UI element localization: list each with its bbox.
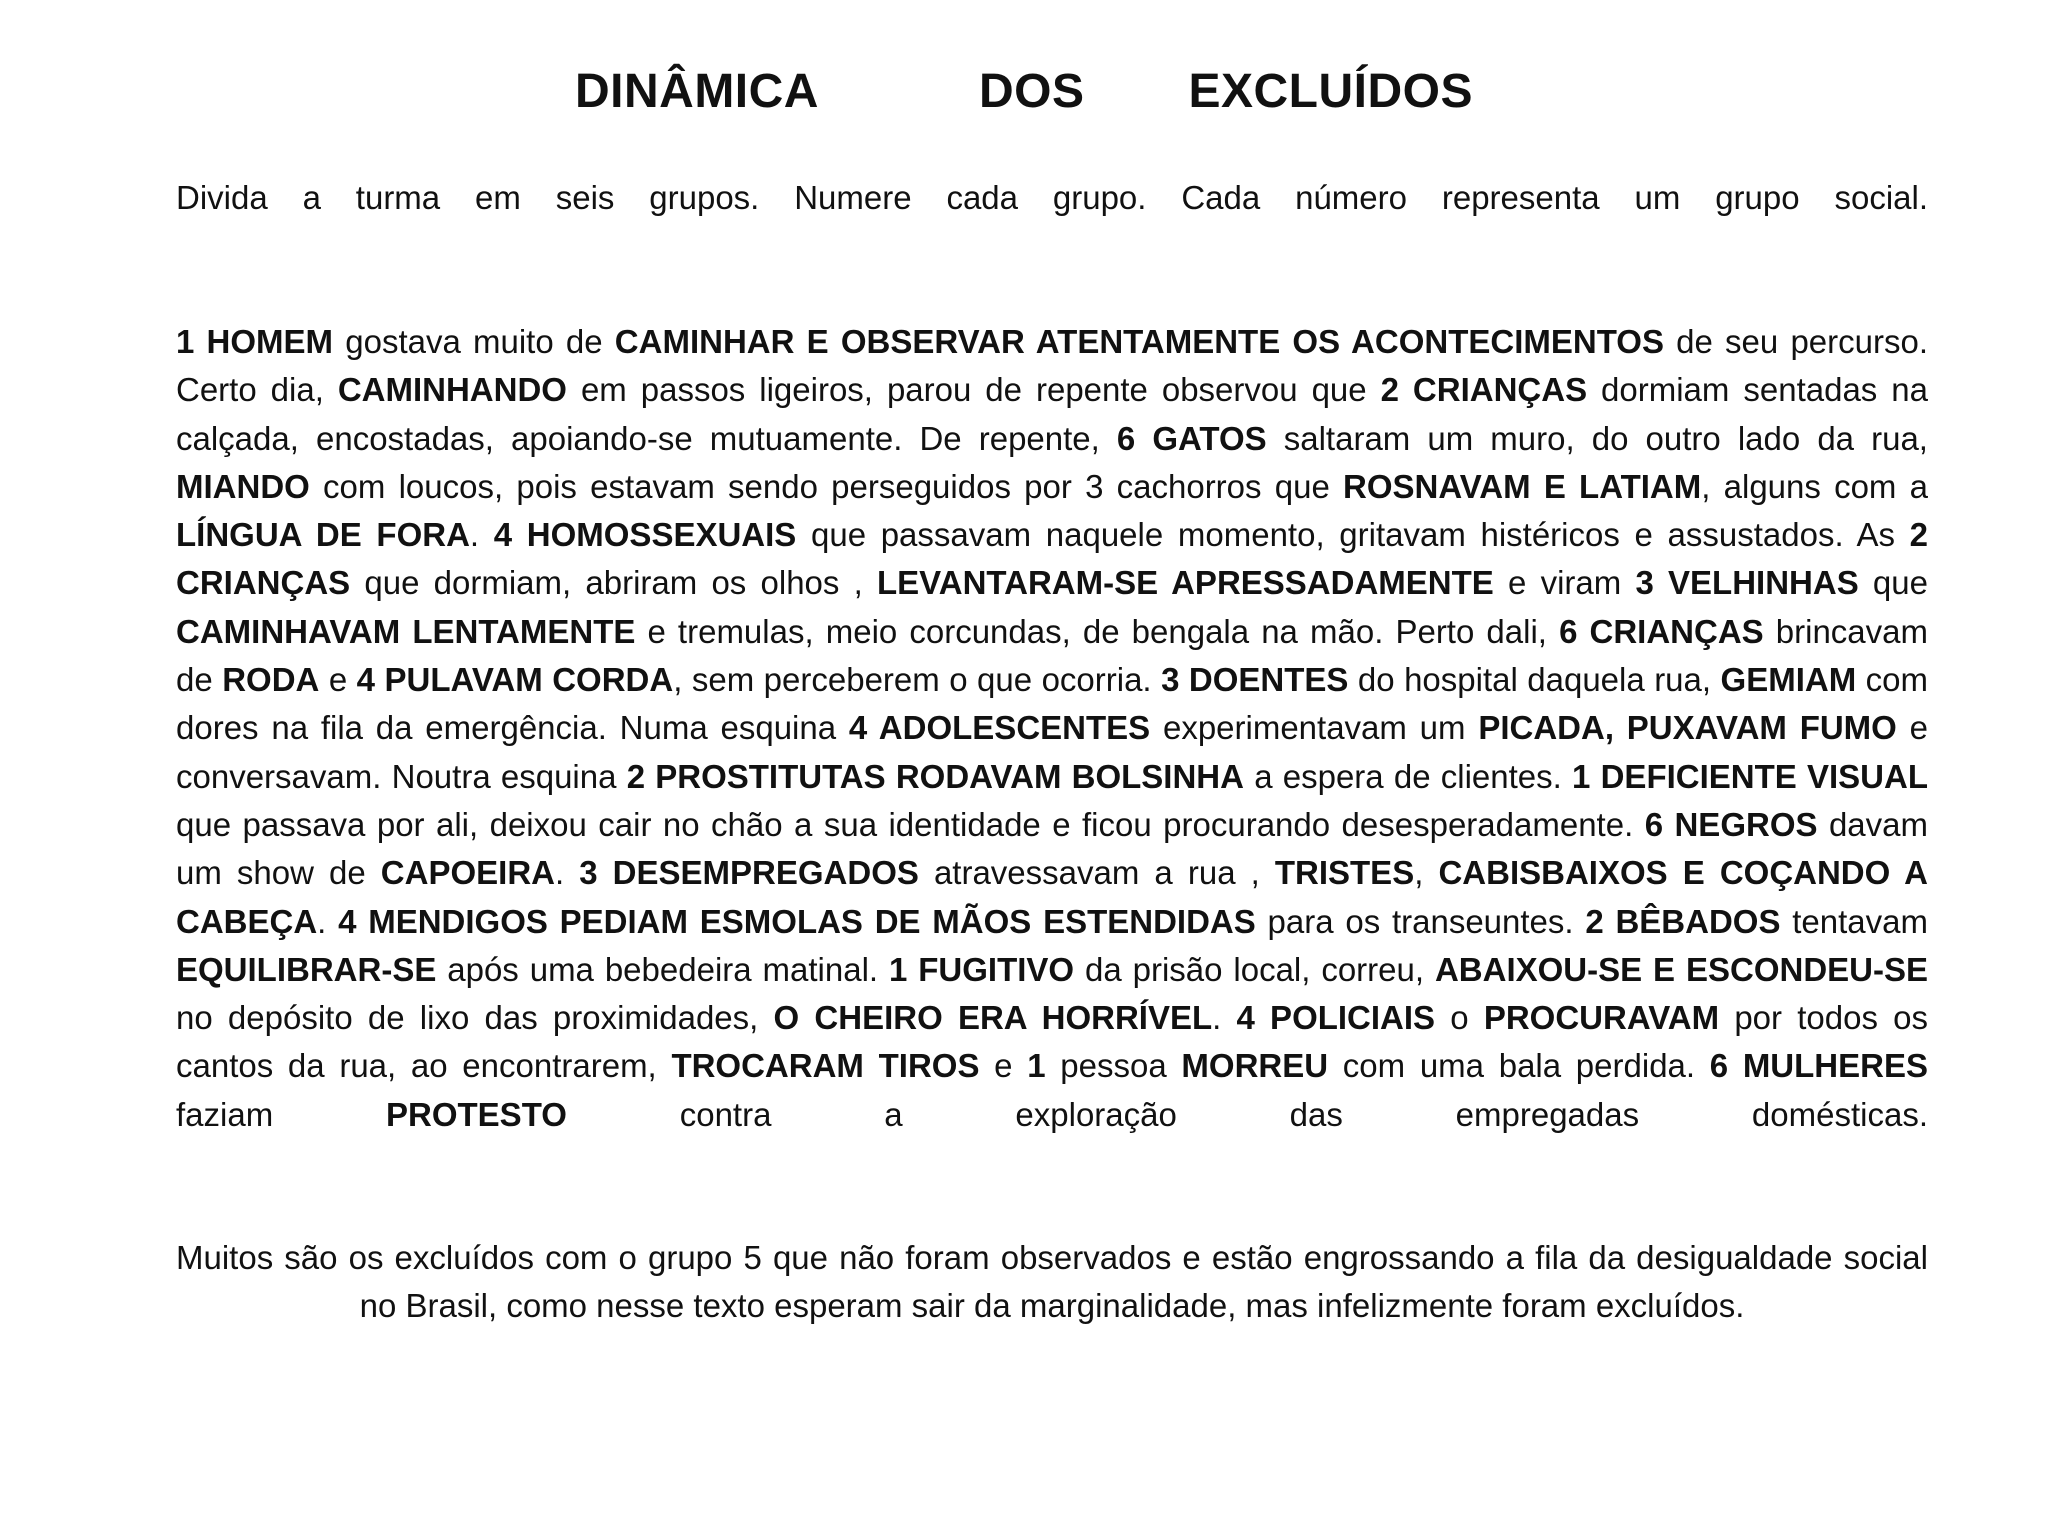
title-word-2: DOS xyxy=(978,65,1085,118)
story-text: por todos os cantos da rua, ao encontrarem, xyxy=(176,999,1929,1085)
story-text: da prisão local, correu, xyxy=(1074,950,1435,988)
story-text: . xyxy=(1212,999,1237,1037)
intro-paragraph: Divida a turma em seis grupos. Numere cada grupo. Cada número representa um grupo social. xyxy=(176,179,1928,216)
story-text: experimentavam um xyxy=(1150,709,1479,747)
story-text: para os transeuntes. xyxy=(1255,902,1586,940)
story-emphasis: MORREU xyxy=(1181,1047,1329,1085)
story-text: , alguns com a xyxy=(1701,467,1928,505)
story-text: . xyxy=(554,854,580,892)
story-emphasis: 1 DEFICIENTE VISUAL xyxy=(1572,757,1929,795)
story-text: . xyxy=(469,516,494,554)
story-text: contra a exploração das empregadas domésticas. xyxy=(566,1095,1928,1133)
story-emphasis: 4 HOMOSSEXUAIS xyxy=(493,516,797,554)
story-emphasis: ABAIXOU-SE E ESCONDEU-SE xyxy=(1434,950,1929,988)
story-text: a espera de clientes. xyxy=(1243,757,1573,795)
story-emphasis: 1 HOMEM xyxy=(176,323,334,360)
story-emphasis: 2 BÊBADOS xyxy=(1585,902,1781,940)
story-text: e conversavam. Noutra esquina xyxy=(176,709,1928,795)
story-emphasis: 6 NEGROS xyxy=(1644,805,1818,843)
story-text: após uma bebedeira matinal. xyxy=(436,950,889,988)
document-title xyxy=(0,62,2048,122)
story-text: e tremulas, meio corcundas, de bengala na mão. Perto dali, xyxy=(635,612,1560,650)
story-text: com dores na fila da emergência. Numa esquina xyxy=(176,661,1929,747)
story-text: , xyxy=(1414,854,1439,892)
story-emphasis: PROTESTO xyxy=(386,1095,567,1133)
story-emphasis: 3 DOENTES xyxy=(1161,661,1349,699)
story-emphasis: LÍNGUA DE FORA xyxy=(176,516,470,554)
story-text: tentavam xyxy=(1780,902,1928,940)
story-emphasis: ROSNAVAM E LATIAM xyxy=(1343,467,1702,505)
story-emphasis: 4 POLICIAIS xyxy=(1236,999,1436,1037)
story-text: que dormiam, abriram os olhos , xyxy=(350,564,878,602)
story-emphasis: 1 xyxy=(1027,1047,1046,1085)
story-text: em passos ligeiros, parou de repente observou que xyxy=(566,371,1381,409)
story-text: gostava muito de xyxy=(333,323,615,360)
story-emphasis: RODA xyxy=(222,661,320,699)
story-emphasis: LEVANTARAM-SE APRESSADAMENTE xyxy=(877,564,1494,602)
story-emphasis: 6 CRIANÇAS xyxy=(1559,612,1764,650)
story-text: pessoa xyxy=(1045,1047,1182,1085)
story-text: saltaram um muro, do outro lado da rua, xyxy=(1266,419,1928,457)
story-text: e viram xyxy=(1493,564,1636,602)
story-emphasis: EQUILIBRAR-SE xyxy=(176,950,437,988)
story-emphasis: O CHEIRO ERA HORRÍVEL xyxy=(773,999,1213,1037)
story-emphasis: PICADA, PUXAVAM FUMO xyxy=(1478,709,1897,747)
story-emphasis: 2 CRIANÇAS xyxy=(176,516,1928,602)
story-emphasis: 2 PROSTITUTAS RODAVAM BOLSINHA xyxy=(626,757,1244,795)
story-text: e xyxy=(319,661,357,699)
story-text: de seu percurso. Certo dia, xyxy=(176,323,1928,409)
story-emphasis: TRISTES xyxy=(1274,854,1415,892)
story-emphasis: 4 PULAVAM CORDA xyxy=(356,661,674,699)
story-text: e xyxy=(979,1047,1028,1085)
story-text: que passava por ali, deixou cair no chão a sua identidade e ficou procurando desesperadamente. xyxy=(176,805,1645,843)
story-text: , sem perceberem o que ocorria. xyxy=(673,661,1162,699)
story-emphasis: 1 FUGITIVO xyxy=(888,950,1075,988)
story-emphasis: PROCURAVAM xyxy=(1483,999,1720,1037)
story-text: atravessavam a rua , xyxy=(918,854,1275,892)
story-text: davam um show de xyxy=(176,805,1929,892)
conclusion-paragraph: Muitos são os excluídos com o grupo 5 que não foram observados e estão engrossando a fila da desigualdade social no Brasil, como nesse texto esperam sair da marginalidade, mas infelizmente foram excluídos. xyxy=(176,1239,1928,1324)
story-emphasis: CABISBAIXOS E COÇANDO A CABEÇA xyxy=(176,854,1928,940)
story-text: com loucos, pois estavam sendo perseguidos por 3 cachorros que xyxy=(309,467,1344,505)
story-text: que xyxy=(1858,564,1928,602)
story-text: do hospital daquela rua, xyxy=(1348,661,1721,699)
story-emphasis: GEMIAM xyxy=(1720,661,1857,699)
story-text: o xyxy=(1435,999,1484,1037)
story-emphasis: 3 VELHINHAS xyxy=(1635,564,1859,602)
title-word-3: EXCLUÍDOS xyxy=(1188,65,1474,118)
story-paragraph xyxy=(176,318,1928,1139)
story-emphasis: 2 CRIANÇAS xyxy=(1380,371,1588,409)
story-emphasis: CAMINHAR E OBSERVAR ATENTAMENTE OS ACONTECIMENTOS xyxy=(614,323,1664,360)
story-text: faziam xyxy=(176,1095,386,1133)
story-text: . xyxy=(317,902,339,940)
story-emphasis: 4 MENDIGOS PEDIAM ESMOLAS DE MÃOS ESTENDIDAS xyxy=(338,902,1256,940)
story-text: que passavam naquele momento, gritavam histéricos e assustados. As xyxy=(796,516,1910,554)
story-text: dormiam sentadas na calçada, encostadas, apoiando-se mutuamente. De repente, xyxy=(176,371,1928,457)
story-emphasis: 6 GATOS xyxy=(1116,419,1267,457)
story-emphasis: CAMINHANDO xyxy=(337,371,567,409)
story-emphasis: CAMINHAVAM LENTAMENTE xyxy=(176,612,636,650)
story-emphasis: MIANDO xyxy=(176,467,310,505)
story-text: com uma bala perdida. xyxy=(1328,1047,1710,1085)
title-word-1: DINÂMICA xyxy=(574,65,819,118)
story-text: brincavam de xyxy=(176,612,1929,699)
story-emphasis: 6 MULHERES xyxy=(1709,1047,1928,1085)
story-emphasis: 3 DESEMPREGADOS xyxy=(579,854,919,892)
story-emphasis: TROCARAM TIROS xyxy=(671,1047,980,1085)
story-text: no depósito de lixo das proximidades, xyxy=(176,999,774,1037)
story-emphasis: 4 ADOLESCENTES xyxy=(848,709,1151,747)
story-emphasis: CAPOEIRA xyxy=(380,854,555,892)
